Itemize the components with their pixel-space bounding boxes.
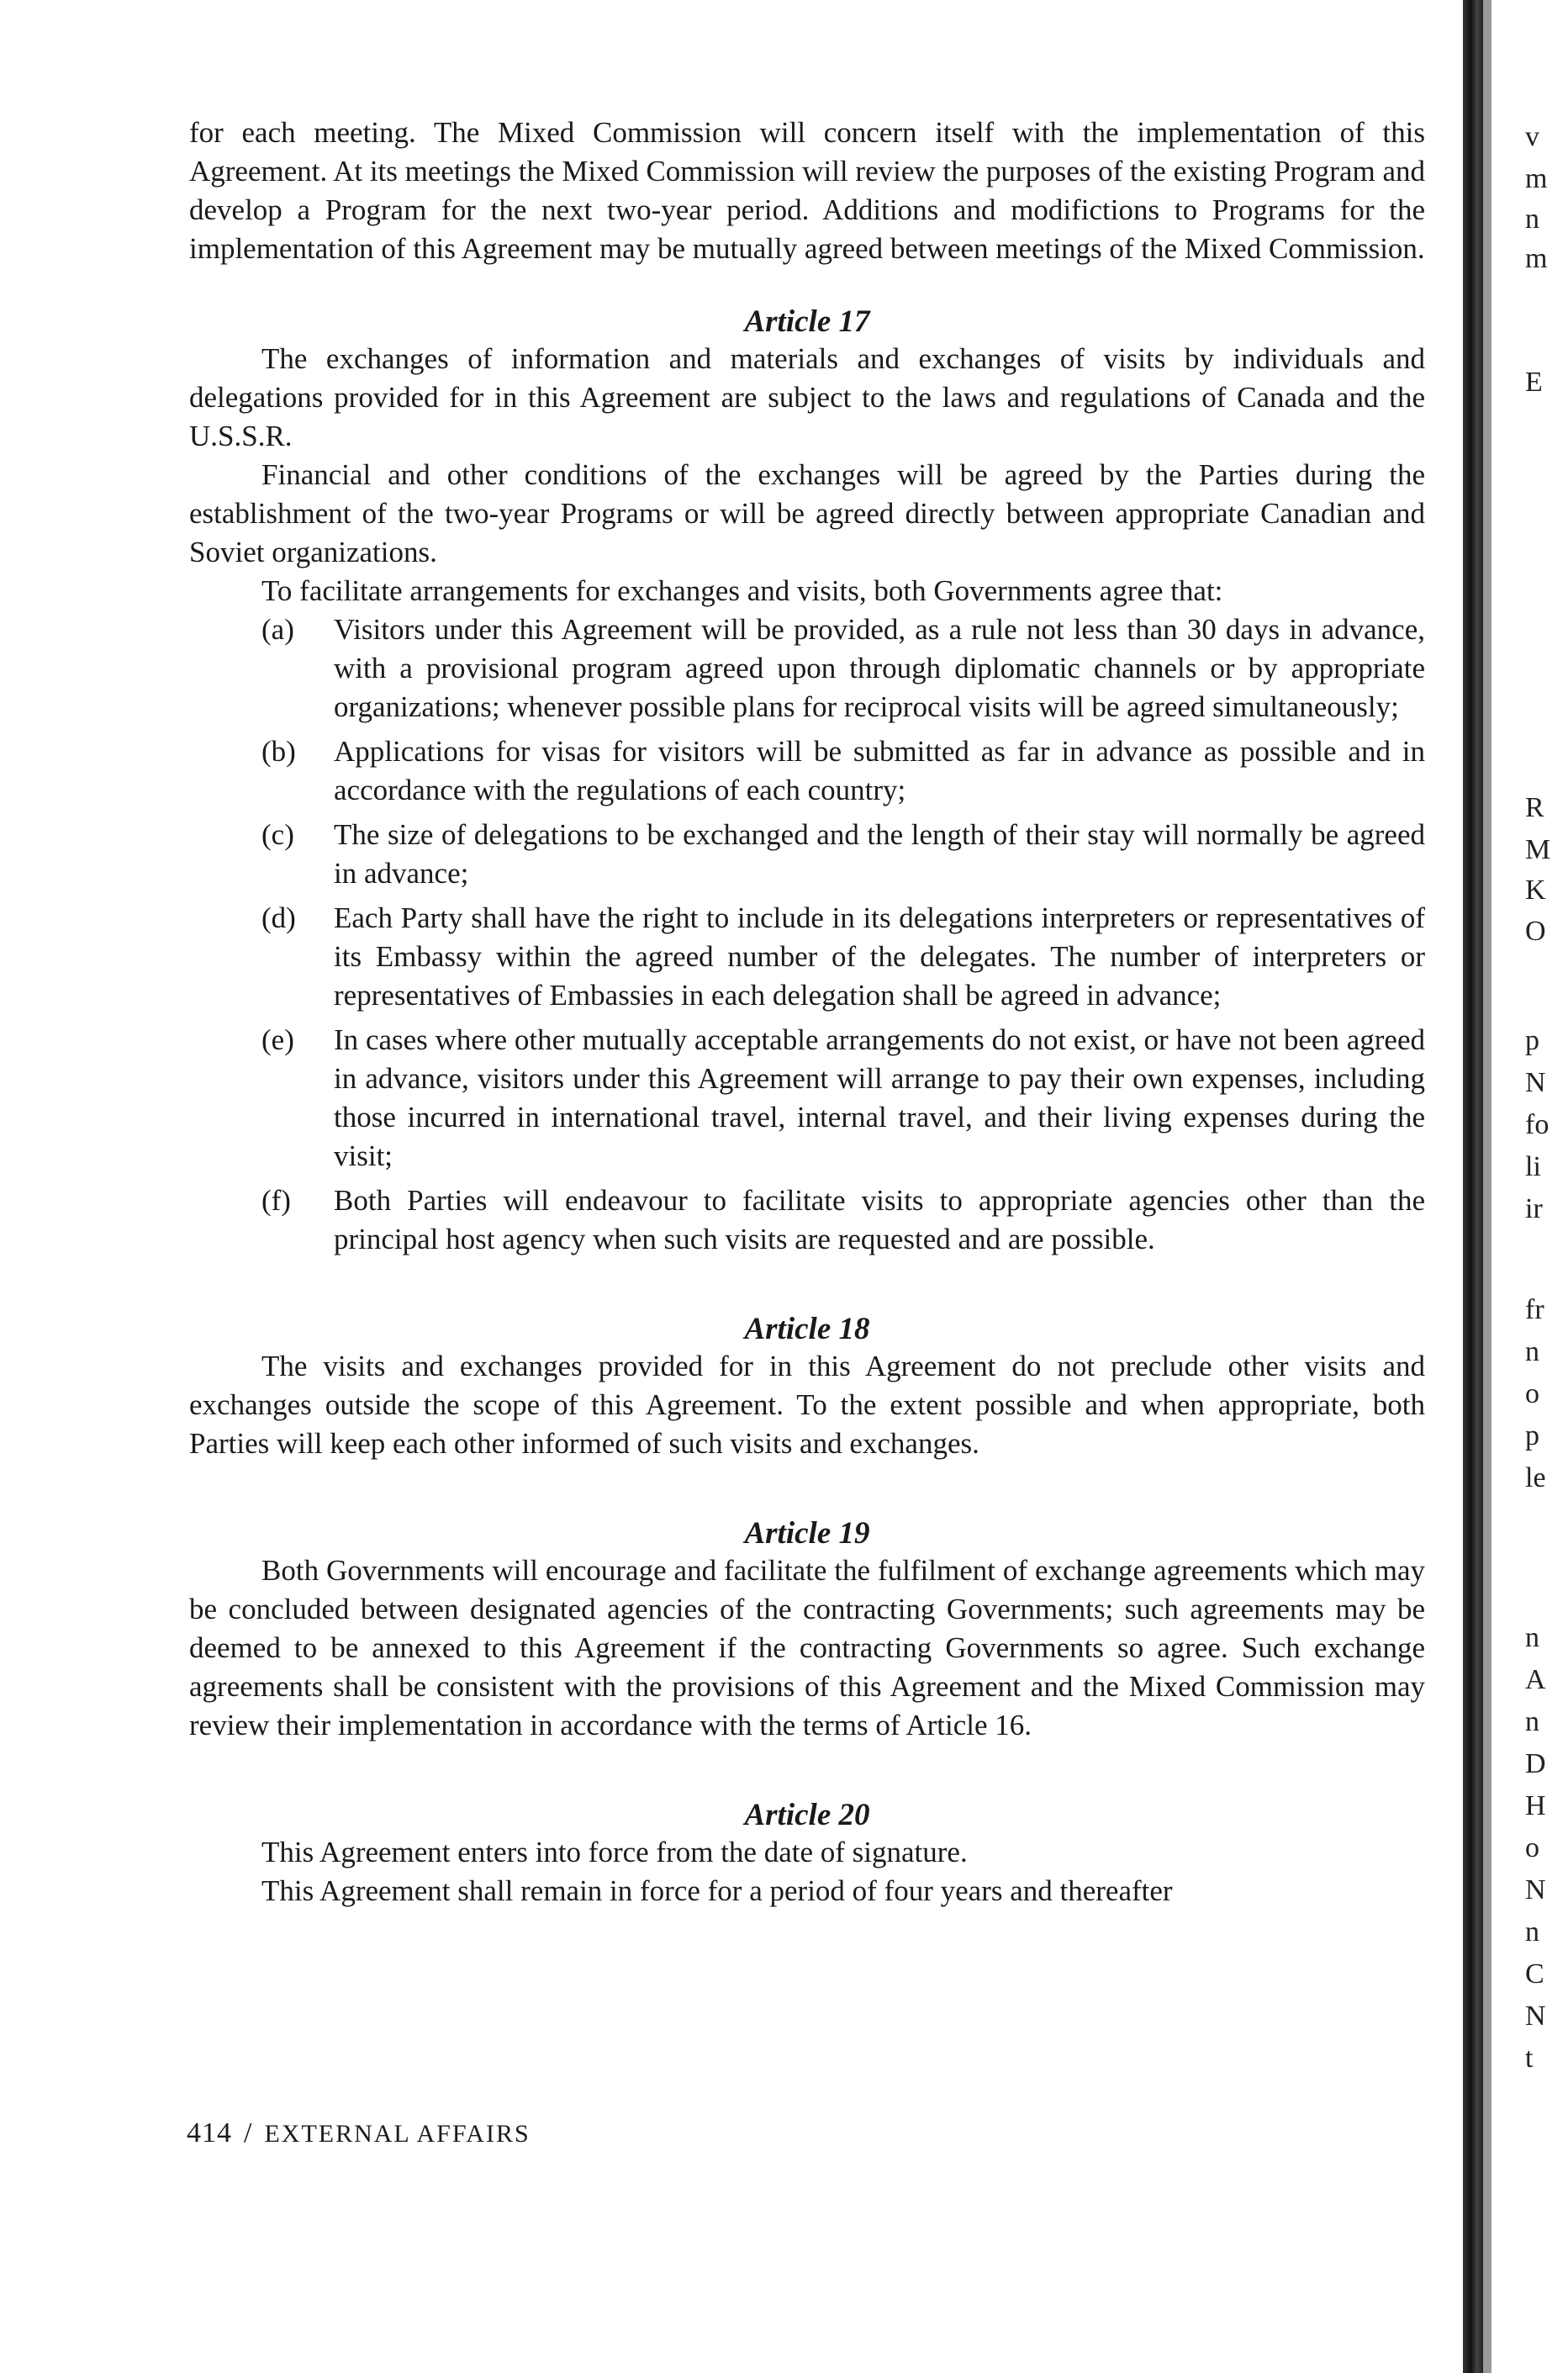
article-19-paragraph-1: Both Governments will encourage and facilitate the fulfilment of exchange agreements which may be concluded between designated agencies of the contracting Governments; such agreements may be deemed to be annexed to this Agreement if the contracting Governments so agree. Such exchange agreements shall be consistent with the provisions of this Agreement and the Mixed Commission may review their implementation in accordance with the terms of Article 16. bbox=[189, 1554, 1425, 1741]
adjacent-page-fragment: o bbox=[1525, 1832, 1539, 1863]
list-item bbox=[189, 610, 1425, 727]
adjacent-page-fragment: m bbox=[1525, 243, 1548, 274]
list-item-text: In cases where other mutually acceptable arrangements do not exist, or have not been agreed in advance, visitors under this Agreement will arrange to pay their own expenses, including those incurred in international travel, internal travel, and their living expenses during the visit; bbox=[334, 1023, 1425, 1172]
adjacent-page-fragment: N bbox=[1525, 1874, 1546, 1905]
adjacent-page-edge bbox=[1522, 0, 1568, 2373]
adjacent-page-fragment: n bbox=[1525, 1336, 1539, 1367]
publication-title: EXTERNAL AFFAIRS bbox=[264, 2120, 531, 2148]
adjacent-page-fragment: ir bbox=[1525, 1193, 1543, 1224]
list-item-label: (e) bbox=[261, 1023, 294, 1056]
adjacent-page-fragment: M bbox=[1525, 834, 1551, 865]
page-number: 414 bbox=[187, 2117, 232, 2148]
adjacent-page-fragment: le bbox=[1525, 1462, 1546, 1493]
list-item-text: Both Parties will endeavour to facilitate visits to appropriate agencies other than the principal host agency when such visits are requested and are possible. bbox=[334, 1184, 1425, 1255]
adjacent-page-fragment: n bbox=[1525, 1706, 1539, 1737]
list-item-text: Applications for visas for visitors will be submitted as far in advance as possible and in accordance with the regulations of each country; bbox=[334, 735, 1425, 806]
adjacent-page-fragment: D bbox=[1525, 1748, 1546, 1779]
adjacent-page-fragment: o bbox=[1525, 1378, 1539, 1409]
article-17-list bbox=[189, 610, 1425, 1259]
article-17-heading: Article 17 bbox=[744, 304, 870, 339]
adjacent-page-fragment: E bbox=[1525, 367, 1543, 398]
adjacent-page-fragment: v bbox=[1525, 121, 1539, 152]
article-17-paragraph-3: To facilitate arrangements for exchanges and visits, both Governments agree that: bbox=[261, 574, 1223, 607]
article-20-heading: Article 20 bbox=[744, 1798, 870, 1832]
adjacent-page-fragment: O bbox=[1525, 916, 1546, 947]
list-item-label: (d) bbox=[261, 901, 296, 934]
list-item-text: Visitors under this Agreement will be provided, as a rule not less than 30 days in advance, with a provisional program agreed upon through diplomatic channels or by appropriate organizations; whenever possible plans for reciprocal visits will be agreed simultaneously; bbox=[334, 613, 1425, 723]
footer-separator: / bbox=[244, 2117, 253, 2148]
adjacent-page-fragment: R bbox=[1525, 792, 1544, 823]
adjacent-page-fragment: N bbox=[1525, 2000, 1546, 2032]
article-17-paragraph-1: The exchanges of information and materials and exchanges of visits by individuals and delegations provided for in this Agreement are subject to the laws and regulations of Canada and the U.S.S.R. bbox=[189, 342, 1425, 452]
list-item bbox=[189, 899, 1425, 1015]
page-footer bbox=[187, 2117, 531, 2149]
list-item bbox=[189, 1181, 1425, 1259]
list-item bbox=[189, 816, 1425, 893]
list-item-text: The size of delegations to be exchanged and the length of their stay will normally be agreed in advance; bbox=[334, 818, 1425, 890]
article-18-paragraph-1: The visits and exchanges provided for in this Agreement do not preclude other visits and exchanges outside the scope of this Agreement. To the extent possible and when appropriate, both Parties will keep each other informed of such visits and exchanges. bbox=[189, 1350, 1425, 1460]
page-body bbox=[189, 114, 1425, 1911]
adjacent-page-fragment: fr bbox=[1525, 1294, 1544, 1325]
adjacent-page-fragment: t bbox=[1525, 2043, 1534, 2074]
adjacent-page-fragment: li bbox=[1525, 1151, 1541, 1182]
adjacent-page-fragment: K bbox=[1525, 875, 1546, 906]
article-19-heading: Article 19 bbox=[744, 1516, 870, 1551]
list-item-label: (f) bbox=[261, 1184, 291, 1217]
adjacent-page-fragment: p bbox=[1525, 1025, 1539, 1056]
article-20-paragraph-1: This Agreement enters into force from the date of signature. bbox=[261, 1836, 968, 1868]
list-item bbox=[189, 1021, 1425, 1176]
adjacent-page-fragment: n bbox=[1525, 1622, 1539, 1653]
adjacent-page-fragment: p bbox=[1525, 1420, 1539, 1451]
adjacent-page-fragment: m bbox=[1525, 163, 1548, 194]
adjacent-page-fragment: fo bbox=[1525, 1109, 1550, 1140]
adjacent-page-fragment: N bbox=[1525, 1067, 1546, 1098]
binding-edge bbox=[1483, 0, 1491, 2373]
article-18-heading: Article 18 bbox=[744, 1312, 870, 1346]
article-20-paragraph-2: This Agreement shall remain in force for a period of four years and thereafter bbox=[261, 1874, 1173, 1907]
book-binding-gutter bbox=[1463, 0, 1483, 2373]
intro-paragraph: for each meeting. The Mixed Commission will concern itself with the implementation of this Agreement. At its meetings the Mixed Commission will review the purposes of the existing Program and develop a Program for the next two-year period. Additions and modifictions to Programs for the implementation of this Agreement may be mutually agreed between meetings of the Mixed Commission. bbox=[189, 116, 1425, 265]
adjacent-page-fragment: C bbox=[1525, 1958, 1544, 1990]
list-item bbox=[189, 732, 1425, 810]
adjacent-page-fragment: A bbox=[1525, 1664, 1546, 1695]
list-item-label: (b) bbox=[261, 735, 296, 768]
list-item-label: (a) bbox=[261, 613, 294, 646]
adjacent-page-fragment: n bbox=[1525, 1916, 1539, 1948]
list-item-label: (c) bbox=[261, 818, 294, 851]
list-item-text: Each Party shall have the right to include in its delegations interpreters or representatives of its Embassy within the agreed number of the delegates. The number of interpreters or representatives of Embassies in each delegation shall be agreed in advance; bbox=[334, 901, 1425, 1012]
adjacent-page-fragment: n bbox=[1525, 203, 1539, 235]
adjacent-page-fragment: H bbox=[1525, 1790, 1546, 1821]
article-17-paragraph-2: Financial and other conditions of the exchanges will be agreed by the Parties during the establishment of the two-year Programs or will be agreed directly between appropriate Canadian and Soviet organizations. bbox=[189, 458, 1425, 568]
